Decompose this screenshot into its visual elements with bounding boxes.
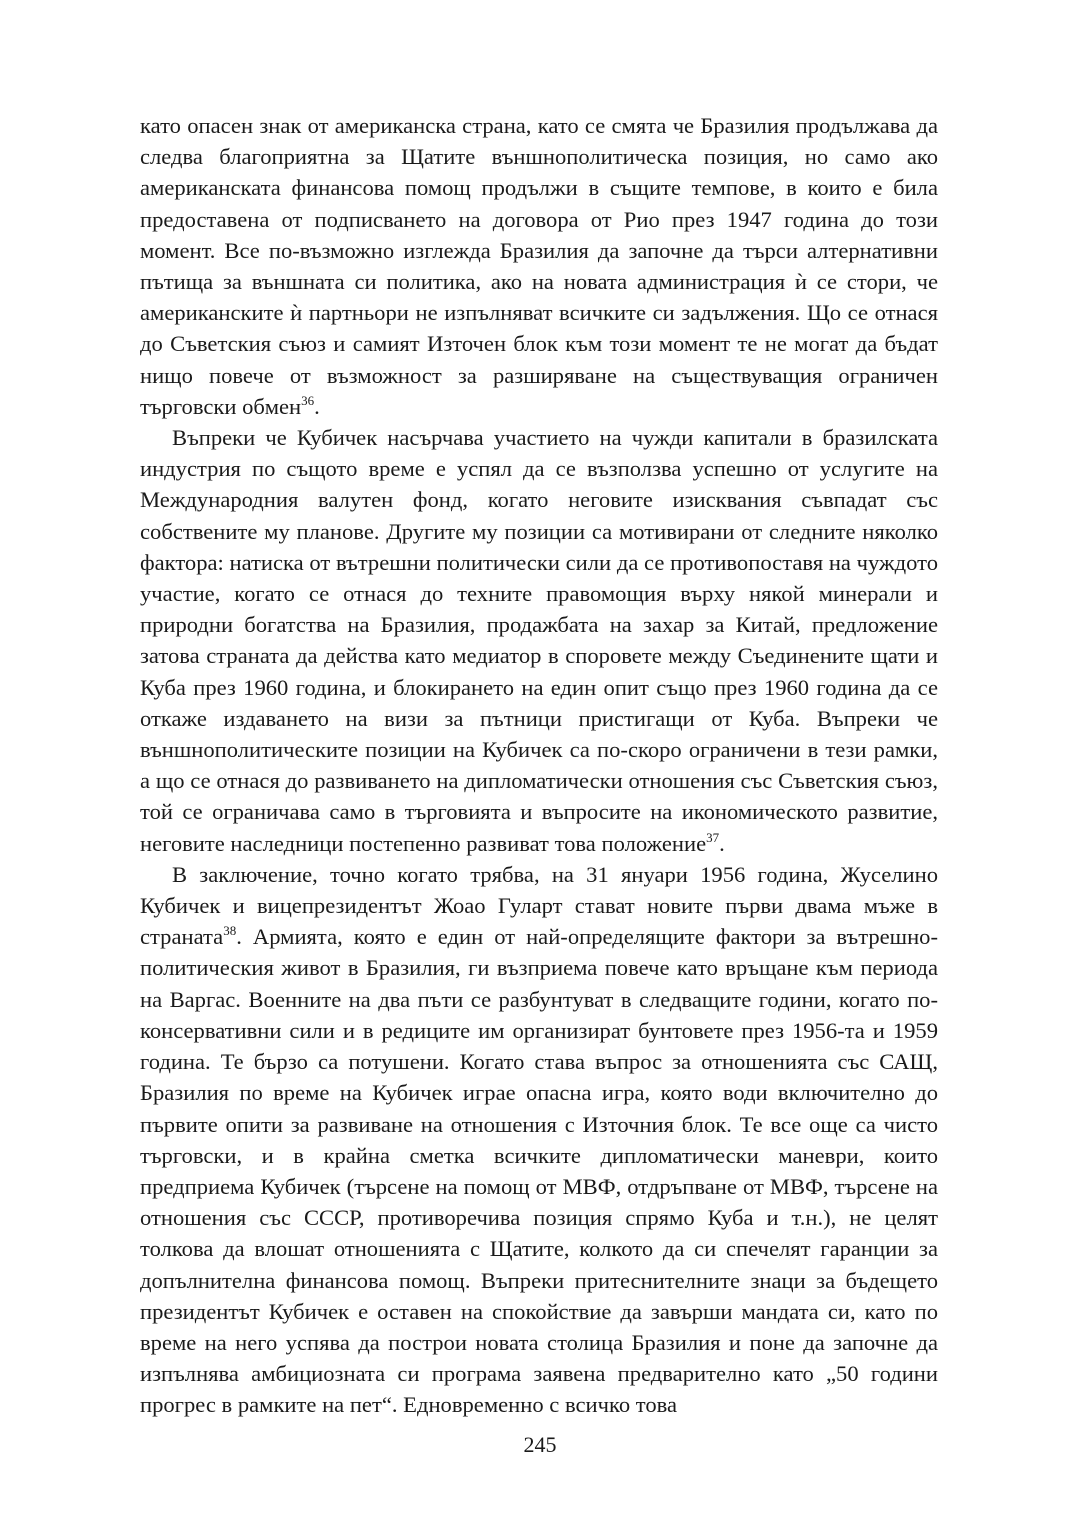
footnote-ref-38: 38	[223, 923, 237, 939]
footnote-ref-37: 37	[706, 829, 720, 845]
paragraph-3	[140, 859, 938, 1421]
paragraph-2-text: Въпреки че Кубичек насърчава участието на чужди капитали в бразилската индустрия по същото време е успял да се възползва успешно от услугите на Международния валутен фонд, когато неговите изисквания съвпадат със собствените му планове. Другите му позиции са мотивирани от следните няколко фактора: натиска от вътрешни политически сили да се противопоставя на чуждото участие, когато се отнася до техните правомощия върху някой минерали и природни богатства на Бразилия, продажбата на захар за Китай, предложение затова страната да действа като медиатор в споровете между Съединените щати и Куба през 1960 година, и блокирането на един опит също през 1960 година да се откаже издаването на визи за пътници пристигащи от Куба. Въпреки че външнополитическите позиции на Кубичек са по-скоро ограничени в тези рамки, а що се отнася до развиването на дипломатически отношения със Съветския съюз, той се ограничава само в търговията и въпросите на икономическото развитие, неговите наследници постепенно развиват това положение	[140, 425, 938, 856]
paragraph-3-text: В заключение, точно когато трябва, на 31 януари 1956 година, Жуселино Кубичек и вицепрезидентът Жоао Гуларт стават новите първи двама мъже в страната	[140, 861, 938, 950]
body-text	[140, 110, 938, 1421]
paragraph-1	[140, 110, 938, 422]
paragraph-1-text: като опасен знак от американска страна, като се смята че Бразилия продължава да следва благоприятна за Щатите външнополитическа позиция, но само ако американската финансова помощ продължи в същите темпове, в които е била предоставена от подписването на договора от Рио през 1947 година до този момент. Все по-възможно изглежда Бразилия да започне да търси алтернативни пътища за външната си политика, ако на новата администрация ѝ се стори, че американските ѝ партньори не изпълняват всичките си задължения. Що се отнася до Съветския съюз и самият Източен блок към този момент те не могат да бъдат нищо повече от възможност за разширяване на съществуващия ограничен търговски обмен	[140, 113, 938, 419]
paragraph-2	[140, 422, 938, 859]
paragraph-3-tail: . Армията, която е един от най-определящите фактори за вътрешнополитическия живот в Бразилия, ги възприема повече като връщане към периода на Варгас. Военните на два пъти се разбунтуват в следващите години, когато по-консервативни сили и в редиците им организират бунтовете през 1956-та и 1959 година. Те бързо са потушени. Когато става въпрос за отношенията със САЩ, Бразилия по време на Кубичек играе опасна игра, която води включително до първите опити за развиване на отношения с Източния блок. Те все още са чисто търговски, и в крайна сметка всичките дипломатически маневри, които предприема Кубичек (търсене на помощ от МВФ, отдръпване от МВФ, търсене на отношения със СССР, противоречива позиция спрямо Куба и т.н.), не целят толкова да влошат отношенията с Щатите, колкото да си спечелят гаранции за допълнителна финансова помощ. Въпреки притеснителните знаци за бъдещето президентът Кубичек е оставен на спокойствие да завърши мандата си, като по време на него успява да построи новата столица Бразилия и поне да започне да изпълнява амбициозната си програма заявена предварително като „50 години прогрес в рамките на пет“. Едновременно с всичко това	[140, 924, 938, 1418]
paragraph-2-tail: .	[719, 830, 725, 856]
paragraph-1-tail: .	[314, 393, 320, 419]
page-number: 245	[523, 1432, 557, 1457]
footnote-ref-36: 36	[301, 392, 315, 408]
